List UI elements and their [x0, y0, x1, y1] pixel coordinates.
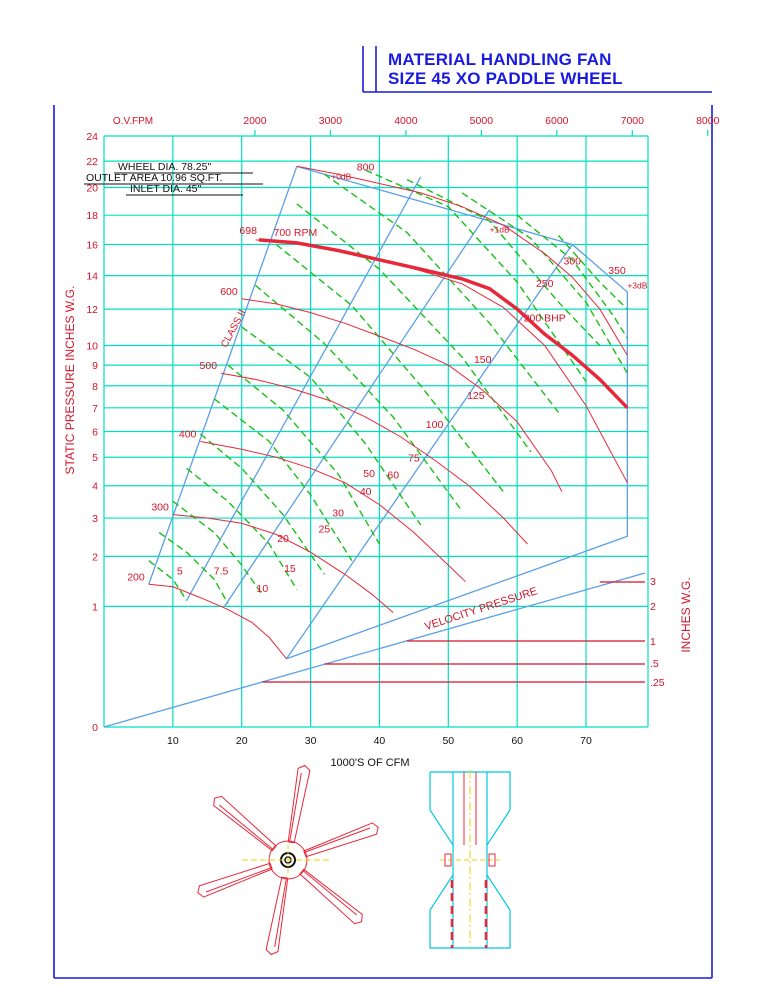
- velocity-pressure-lines: [104, 573, 665, 727]
- x-tick-label: 30: [304, 735, 317, 747]
- x-tick-label: 20: [235, 735, 248, 747]
- top-tick-label: 2000: [243, 115, 267, 127]
- x-tick-label: 50: [442, 735, 455, 747]
- velocity-pressure-label: VELOCITY PRESSURE: [423, 585, 539, 634]
- top-tick-label: 8000: [696, 115, 720, 127]
- spec-outlet-area: OUTLET AREA 10.96 SQ.FT.: [86, 172, 223, 184]
- rpm-curve-600: [242, 299, 562, 492]
- y-tick-label: 2: [92, 551, 98, 564]
- bhp-label: 60: [387, 469, 400, 482]
- wheel-blade-edge: [219, 805, 273, 850]
- rpm-label: 300: [151, 501, 169, 514]
- y-tick-label: 22: [86, 156, 98, 169]
- y-tick-label: 0: [92, 722, 98, 734]
- bhp-label: 7.5: [213, 565, 229, 578]
- bhp-curve: [173, 501, 263, 595]
- wheel-blade: [198, 863, 272, 897]
- spec-inlet-dia: INLET DIA. 45": [130, 183, 202, 195]
- bhp-label: 40: [359, 485, 372, 498]
- wheel-blade-edge: [206, 868, 272, 892]
- bhp-curve: [256, 285, 463, 511]
- y-tick-label: 12: [86, 304, 98, 317]
- velocity-pressure-tick: 2: [650, 601, 656, 613]
- y-tick-label: 14: [86, 270, 98, 283]
- title-block: [363, 46, 648, 92]
- y-tick-label: 9: [92, 360, 98, 373]
- wheel-blade-edge: [275, 878, 287, 947]
- velocity-pressure-tick: .5: [650, 658, 659, 670]
- bhp-label: 350: [608, 265, 626, 278]
- bhp-label: 20: [277, 533, 289, 546]
- top-tick-label: 4000: [394, 115, 418, 127]
- rpm-curve-200: [149, 584, 287, 659]
- y-tick-label: 4: [92, 480, 98, 493]
- wheel-blade-edge: [304, 828, 370, 852]
- rpm-label: 600: [220, 285, 238, 298]
- rpm-label: 500: [199, 360, 218, 373]
- rpm-label: 700 RPM: [273, 226, 318, 239]
- bhp-label: 25: [318, 523, 331, 536]
- velocity-pressure-tick: 1: [650, 636, 656, 648]
- bhp-label: 30: [332, 507, 344, 520]
- side-section-drawing: [430, 770, 510, 948]
- y-tick-label: 24: [86, 131, 98, 143]
- paddle-wheel-drawing: [198, 766, 378, 955]
- rpm-label: 200: [127, 571, 145, 584]
- right-axis-title: INCHES W.G.: [679, 577, 693, 653]
- noise-label: +3dB: [627, 280, 648, 291]
- bhp-curve: [242, 327, 421, 525]
- top-tick-label: 3000: [318, 115, 343, 127]
- y-tick-label: 6: [92, 426, 98, 439]
- bhp-curve: [200, 434, 324, 574]
- bhp-label: 5: [176, 565, 183, 578]
- top-axis-title: O.V.FPM: [112, 116, 154, 127]
- top-tick-label: 6000: [545, 115, 569, 127]
- x-tick-label: 70: [580, 735, 592, 747]
- x-axis-title: 1000'S OF CFM: [330, 757, 410, 769]
- y-tick-label: 10: [86, 340, 98, 353]
- y-tick-label: 18: [86, 210, 98, 223]
- rpm-label: 400: [178, 428, 197, 441]
- bhp-label: 75: [408, 452, 420, 465]
- y-tick-label: 8: [92, 380, 98, 393]
- velocity-pressure-tick: .25: [650, 677, 665, 689]
- y-tick-label: 20: [86, 182, 98, 195]
- y-tick-label: 5: [92, 452, 98, 465]
- velocity-pressure-tick: 3: [650, 576, 656, 588]
- bhp-label: 10: [256, 583, 269, 596]
- class-label: CLASS II: [219, 308, 249, 350]
- class-system-lines: [149, 166, 628, 658]
- title-line-1: MATERIAL HANDLING FAN: [388, 50, 612, 69]
- system-line: [187, 177, 421, 601]
- y-tick-label: 16: [86, 239, 98, 252]
- bhp-label: 250: [535, 278, 554, 291]
- x-tick-label: 10: [167, 735, 179, 747]
- y-axis-title: STATIC PRESSURE INCHES W.G.: [63, 285, 77, 475]
- bhp-label: 100: [425, 418, 444, 431]
- bhp-label: 50: [363, 467, 375, 480]
- wheel-blade: [300, 869, 362, 923]
- wheel-blade-edge: [290, 773, 302, 842]
- y-tick-label: 7: [92, 402, 98, 415]
- top-tick-label: 7000: [620, 115, 644, 127]
- x-tick-label: 60: [511, 735, 524, 747]
- spec-wheel-dia: WHEEL DIA. 78.25": [118, 161, 212, 173]
- rpm-label: 800: [356, 161, 375, 174]
- noise-label: +1dB: [489, 224, 510, 235]
- specs-block: [84, 161, 263, 195]
- bhp-label: 200 BHP: [523, 312, 566, 325]
- bhp-curve: [324, 174, 558, 412]
- y-tick-label: 1: [92, 601, 98, 614]
- noise-label: +0dB: [331, 171, 352, 182]
- bhp-label: 300: [563, 255, 582, 268]
- max-rpm-label: 698: [239, 224, 257, 237]
- wheel-blade: [214, 796, 276, 850]
- curve-labels: [127, 161, 648, 595]
- top-tick-label: 5000: [469, 115, 494, 127]
- rpm-curve-300: [173, 515, 393, 613]
- wheel-blade-edge: [303, 870, 357, 915]
- bhp-label: 150: [473, 354, 492, 367]
- y-tick-label: 3: [92, 513, 98, 526]
- x-tick-label: 40: [373, 735, 386, 747]
- wheel-blade: [304, 823, 378, 857]
- bhp-label: 125: [467, 389, 485, 402]
- bhp-label: 15: [284, 563, 296, 576]
- bhp-curve: [297, 204, 531, 452]
- title-line-2: SIZE 45 XO PADDLE WHEEL: [388, 69, 623, 88]
